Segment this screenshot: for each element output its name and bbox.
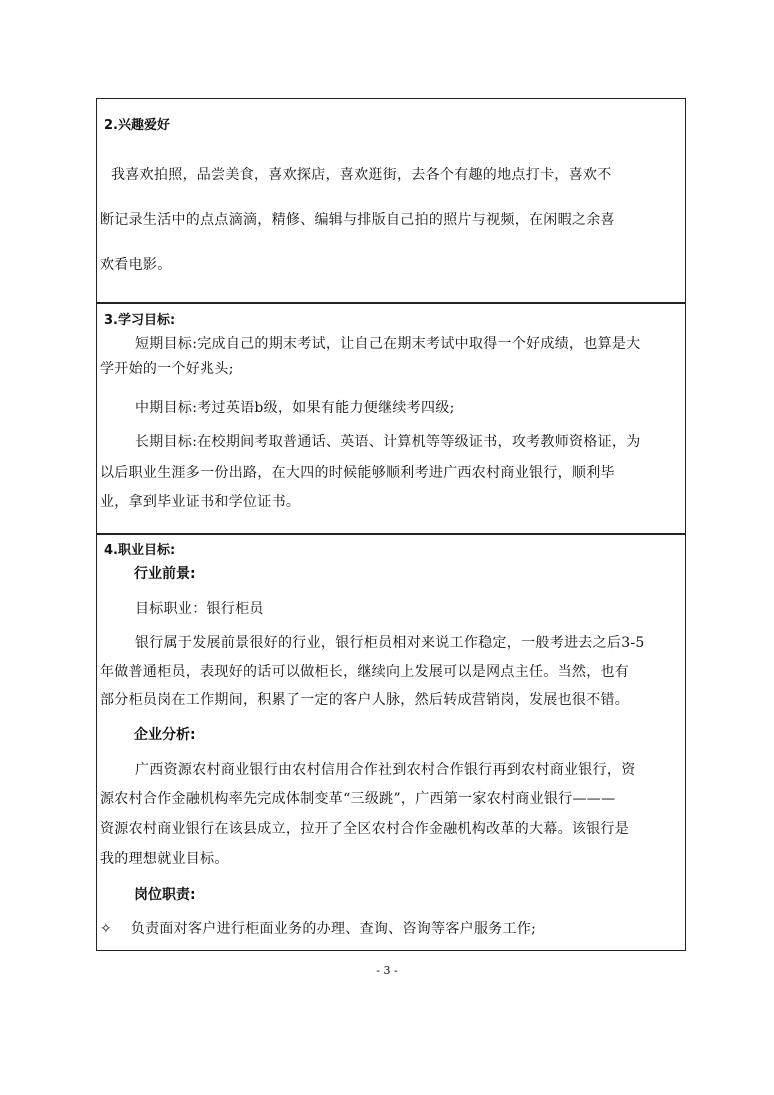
paragraph-line: 我喜欢拍照，品尝美食，喜欢探店，喜欢逛街，去各个有趣的地点打卡，喜欢不: [111, 167, 612, 183]
target-job: 目标职业：银行柜员: [135, 601, 264, 617]
section-title: 3.学习目标:: [104, 313, 176, 328]
paragraph-line: 业，拿到毕业证书和学位证书。: [100, 494, 301, 510]
row-divider: [96, 302, 686, 304]
paragraph-line: 部分柜员岗在工作期间，积累了一定的客户人脉，然后转成营销岗，发展也很不错。: [100, 692, 630, 708]
row-divider: [96, 533, 686, 535]
paragraph-line: 年做普通柜员，表现好的话可以做柜长，继续向上发展可以是网点主任。当然，也有: [100, 664, 630, 680]
page-number: - 3 -: [376, 964, 398, 977]
section-title: 4.职业目标:: [104, 543, 176, 558]
paragraph-line: 资源农村商业银行在该县成立，拉开了全区农村合作金融机构改革的大幕。该银行是: [100, 821, 630, 837]
paragraph-line: 断记录生活中的点点滴滴，精修、编辑与排版自己拍的照片与视频，在闲暇之余喜: [100, 212, 615, 228]
paragraph-line: 欢看电影。: [100, 257, 172, 273]
paragraph-line: 长期目标:在校期间考取普通话、英语、计算机等等级证书，攻考教师资格证，为: [135, 434, 641, 450]
duty-text: 负责面对客户进行柜面业务的办理、查询、咨询等客户服务工作;: [130, 921, 537, 937]
paragraph-line: 以后职业生涯多一份出路，在大四的时候能够顺利考进广西农村商业银行，顺利毕: [100, 465, 615, 481]
subheading-company: 企业分析:: [134, 727, 196, 743]
subheading-duties: 岗位职责:: [134, 887, 196, 903]
paragraph-line: 银行属于发展前景很好的行业，银行柜员相对来说工作稳定，一般考进去之后3-5: [135, 635, 645, 651]
paragraph-line: 我的理想就业目标。: [100, 851, 229, 867]
paragraph-line: 广西资源农村商业银行由农村信用合作社到农村合作银行再到农村商业银行，资: [135, 762, 636, 778]
paragraph-line: 短期目标:完成自己的期末考试，让自己在期末考试中取得一个好成绩，也算是大: [135, 336, 641, 352]
duty-item: [100, 918, 536, 938]
subheading-industry: 行业前景:: [134, 566, 196, 582]
paragraph-line: 中期目标:考过英语b级，如果有能力便继续考四级;: [135, 400, 455, 416]
paragraph-line: 学开始的一个好兆头;: [100, 361, 234, 377]
section-title: 2.兴趣爱好: [104, 118, 170, 133]
paragraph-line: 源农村合作金融机构率先完成体制变革“三级跳”，广西第一家农村商业银行———: [100, 791, 616, 807]
diamond-bullet-icon: ✧: [100, 921, 113, 937]
